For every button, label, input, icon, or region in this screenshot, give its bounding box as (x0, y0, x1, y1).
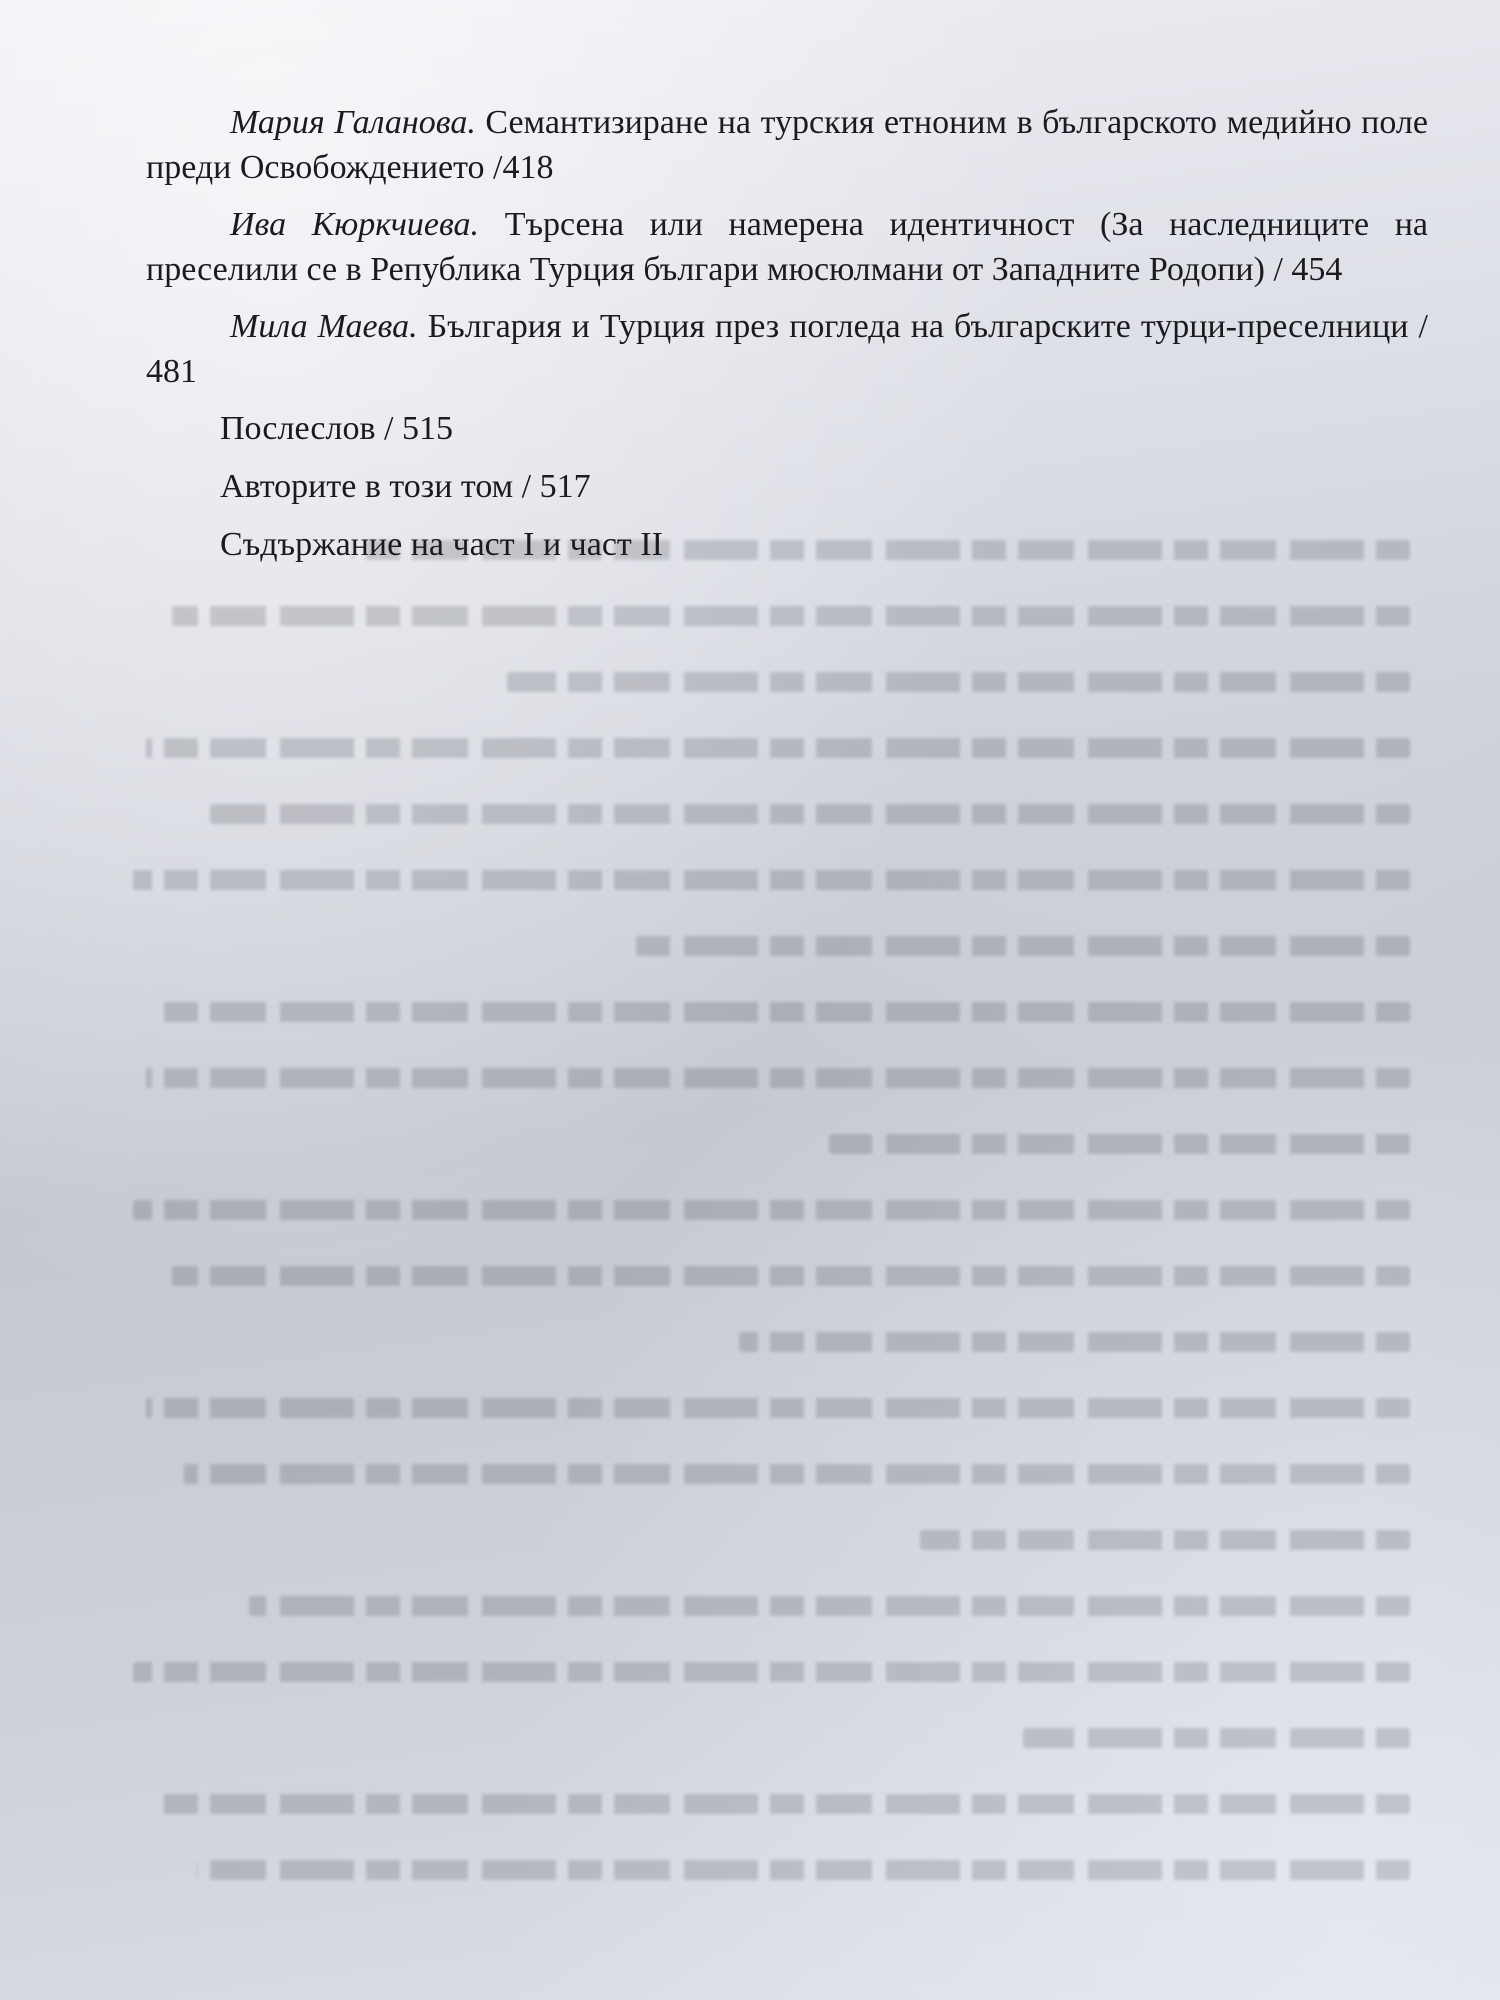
entry-title: Търсена или намерена идентичност (За наследниците на преселили се в Република Турция българи мюсюлмани от Западните Родопи) / 454 (146, 206, 1428, 288)
entry-title: Семантизиране на турския етноним в българското медийно поле преди Освобождението /418 (146, 104, 1428, 186)
toc-entry (146, 202, 1428, 292)
show-through-text (120, 540, 1410, 1960)
toc-entry (146, 304, 1428, 394)
table-of-contents (146, 100, 1428, 580)
toc-entry (146, 100, 1428, 190)
entry-author: Ива Кюркчиева. (230, 206, 480, 243)
entry-author: Мария Галанова. (230, 104, 476, 141)
toc-section-authors: Авторите в този том / 517 (220, 468, 591, 505)
entry-author: Мила Маева. (230, 308, 418, 345)
toc-section-contents: Съдържание на част I и част II (220, 526, 663, 563)
entry-title: България и Турция през погледа на българските турци-преселници / 481 (146, 308, 1428, 390)
toc-section-afterword: Послеслов / 515 (220, 410, 453, 447)
